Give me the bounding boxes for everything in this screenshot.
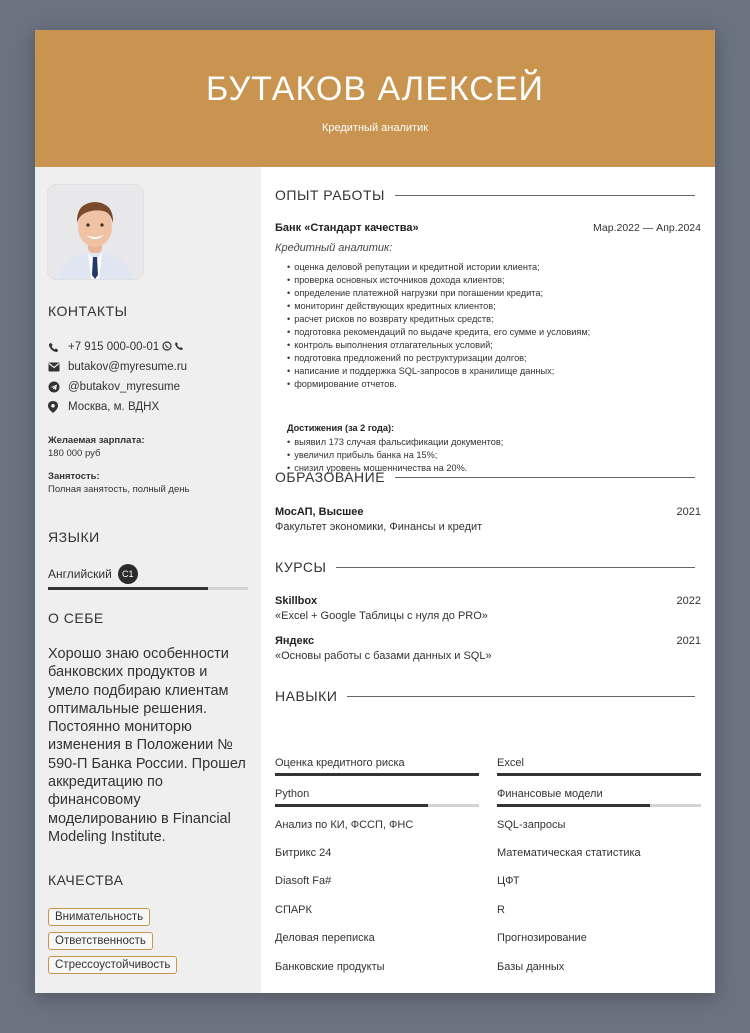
- list-item: • выявил 173 случая фальсификации документов;: [287, 436, 697, 449]
- skill-item: Анализ по КИ, ФССП, ФНС: [275, 819, 414, 831]
- education-desc: Факультет экономики, Финансы и кредит: [275, 521, 483, 533]
- list-item: • снизил уровень мошенничества на 20%.: [287, 462, 697, 475]
- list-item: • формирование отчетов.: [287, 378, 697, 391]
- contact-telegram: [48, 377, 248, 397]
- quality-tag: Внимательность: [48, 908, 150, 926]
- contact-location: [48, 397, 248, 417]
- skill-item: Прогнозирование: [497, 932, 587, 944]
- skill-rated: Excel: [497, 757, 701, 776]
- course-name: Skillbox: [275, 595, 318, 607]
- list-item: • подготовка предложений по реструктуризации долгов;: [287, 352, 697, 365]
- candidate-role: Кредитный аналитик: [321, 122, 429, 134]
- skill-item: Битрикс 24: [275, 847, 332, 859]
- skill-rated: Финансовые модели: [497, 788, 701, 807]
- sidebar: [35, 167, 261, 993]
- education-entry: [275, 506, 701, 533]
- language-level-badge: C1: [118, 564, 138, 584]
- skill-rated: Оценка кредитного риска: [275, 757, 479, 776]
- job-company: Банк «Стандарт качества»: [275, 222, 419, 234]
- viber-icon: [174, 341, 184, 354]
- job-role: Кредитный аналитик:: [275, 242, 393, 254]
- skill-item: Математическая статистика: [497, 847, 641, 859]
- contact-phone: [48, 337, 248, 357]
- skill-item: Базы данных: [497, 961, 565, 973]
- language-item: [48, 564, 248, 590]
- course-year: 2022: [676, 595, 701, 607]
- contact-email-text[interactable]: butakov@myresume.ru: [68, 361, 188, 373]
- list-item: • проверка основных источников дохода клиентов;: [287, 274, 697, 287]
- skill-rated: Python: [275, 788, 479, 807]
- course-desc: «Основы работы с базами данных и SQL»: [275, 650, 492, 662]
- education-name: МосАП, Высшее: [275, 506, 364, 518]
- salary-label: Желаемая зарплата:: [48, 435, 145, 446]
- whatsapp-icon: [162, 341, 172, 354]
- contact-phone-text[interactable]: +7 915 000-00-01: [68, 341, 160, 353]
- course-desc: «Excel + Google Таблицы с нуля до PRO»: [275, 610, 488, 622]
- candidate-name: БУТАКОВ АЛЕКСЕЙ: [206, 70, 544, 108]
- contacts-list: [48, 337, 248, 417]
- resume-page: [35, 30, 715, 993]
- education-year: 2021: [676, 506, 701, 518]
- contacts-heading: КОНТАКТЫ: [48, 303, 128, 319]
- list-item: • расчет рисков по возврату кредитных средств;: [287, 313, 697, 326]
- portrait-image: [48, 185, 143, 279]
- list-item: • мониторинг действующих кредитных клиентов;: [287, 300, 697, 313]
- skill-item: СПАРК: [275, 904, 312, 916]
- language-level-bar: [48, 587, 248, 590]
- list-item: • подготовка рекомендаций по выдаче кредита, его сумме и условиям;: [287, 326, 697, 339]
- employment-block: [48, 470, 189, 496]
- education-heading: ОБРАЗОВАНИЕ: [275, 469, 701, 485]
- phone-icon: [48, 342, 68, 353]
- job-dates: Мар.2022 — Апр.2024: [593, 222, 701, 234]
- duties-list: [287, 261, 697, 391]
- course-year: 2021: [676, 635, 701, 647]
- employment-label: Занятость:: [48, 471, 100, 482]
- salary-value: 180 000 руб: [48, 448, 101, 459]
- qualities-heading: КАЧЕСТВА: [48, 872, 124, 888]
- list-item: • увеличил прибыль банка на 15%;: [287, 449, 697, 462]
- course-entry: [275, 595, 701, 622]
- contact-email: [48, 357, 248, 377]
- about-text: Хорошо знаю особенности банковских продуктов и умело подбираю клиентам оптимальные решения. Постоянно мониторю изменения в Положении № 590-П Банка России. Прошел аккредитацию по финансовому моделированию в Financial Modeling Institute.: [48, 646, 246, 845]
- course-entry: [275, 635, 701, 662]
- main-content: [275, 167, 701, 993]
- quality-tag: Стрессоустойчивость: [48, 956, 177, 974]
- location-pin-icon: [48, 401, 68, 413]
- job-header: [275, 222, 701, 234]
- avatar: [48, 185, 143, 279]
- qualities-list: [48, 907, 248, 979]
- employment-value: Полная занятость, полный день: [48, 484, 190, 495]
- skill-item: Банковские продукты: [275, 961, 385, 973]
- quality-tag: Ответственность: [48, 932, 153, 950]
- experience-heading: ОПЫТ РАБОТЫ: [275, 187, 701, 203]
- skills-heading: НАВЫКИ: [275, 688, 701, 704]
- skill-item: Diasoft Fa#: [275, 875, 332, 887]
- about-heading: О СЕБЕ: [48, 610, 104, 626]
- courses-heading: КУРСЫ: [275, 559, 701, 575]
- contact-location-text: Москва, м. ВДНХ: [68, 401, 160, 413]
- mail-icon: [48, 362, 68, 372]
- achievements-title: Достижения (за 2 года):: [287, 423, 395, 433]
- skill-item: R: [497, 904, 505, 916]
- language-name: Английский: [48, 567, 112, 581]
- list-item: • определение платежной нагрузки при погашении кредита;: [287, 287, 697, 300]
- list-item: • написание и поддержка SQL-запросов в хранилище данных;: [287, 365, 697, 378]
- telegram-icon: [48, 381, 68, 393]
- skill-item: Деловая переписка: [275, 932, 375, 944]
- resume-header: [35, 30, 715, 167]
- skill-item: ЦФТ: [497, 875, 520, 887]
- course-name: Яндекс: [275, 635, 315, 647]
- skill-item: SQL-запросы: [497, 819, 566, 831]
- contact-telegram-text[interactable]: @butakov_myresume: [68, 381, 181, 393]
- languages-heading: ЯЗЫКИ: [48, 529, 100, 545]
- list-item: • оценка деловой репутации и кредитной истории клиента;: [287, 261, 697, 274]
- salary-block: [48, 434, 145, 460]
- list-item: • контроль выполнения отлагательных условий;: [287, 339, 697, 352]
